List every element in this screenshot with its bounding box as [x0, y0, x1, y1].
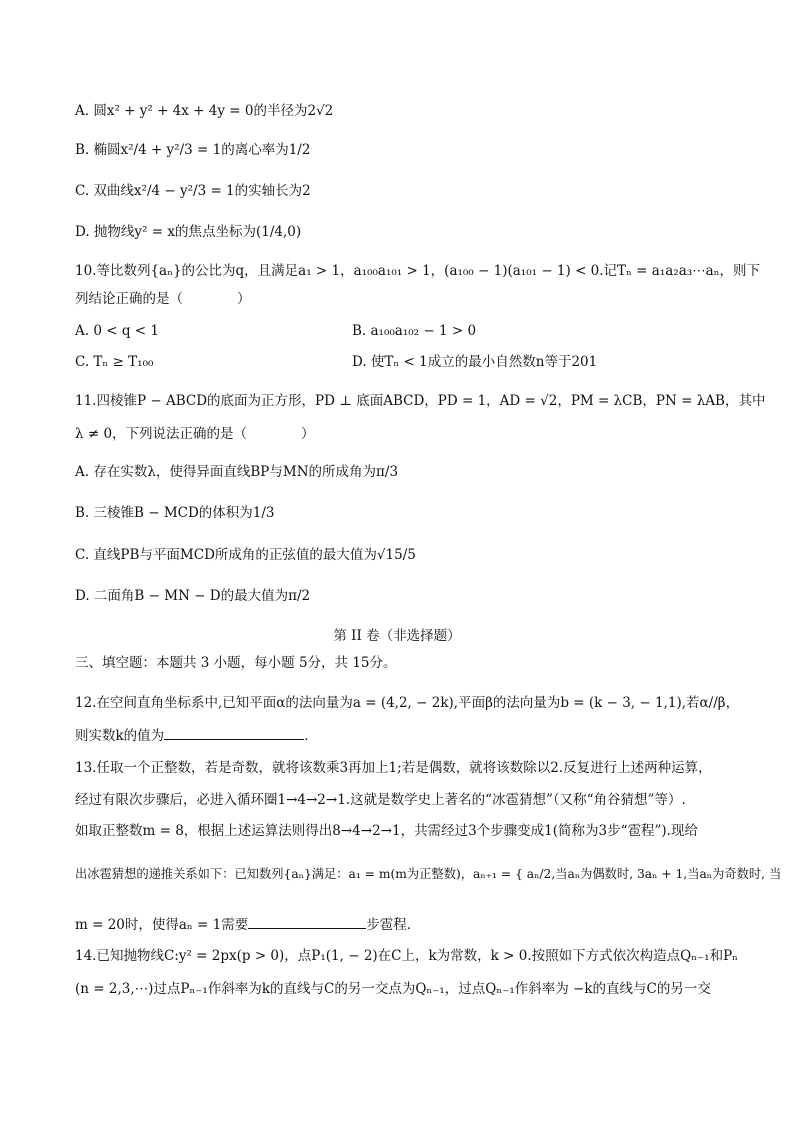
q13-prompt: m = 20时，使得aₙ = 1需要 — [75, 917, 249, 933]
q10-option-b: B. a₁₀₀a₁₀₂ − 1 > 0 — [352, 323, 477, 339]
q13-suffix: 步雹程． — [366, 917, 421, 933]
q13-line-1: 13.任取一个正整数，若是奇数，就将该数乘3再加上1;若是偶数，就将该数除以2.反复进行上述两种运算， — [75, 760, 712, 776]
section-title: 第 II 卷（非选择题） — [333, 628, 461, 644]
q13-answer-line — [75, 914, 420, 935]
q10-option-a: A. 0 < q < 1 — [75, 323, 159, 339]
q12-prompt: 则实数k的值为 — [75, 728, 165, 744]
q10-option-c: C. Tₙ ≥ T₁₀₀ — [75, 354, 154, 370]
q10-option-d: D. 使Tₙ < 1成立的最小自然数n等于201 — [352, 354, 598, 370]
q9-option-b: B. 椭圆x²/4 + y²/3 = 1的离心率为1/2 — [75, 142, 311, 158]
q13-line-4: 出冰雹猜想的递推关系如下：已知数列{aₙ}满足：a₁ = m(m为正整数)，aₙ₊₁ = { aₙ/2,当aₙ为偶数时, 3aₙ + 1,当aₙ为奇数时, 当 — [75, 867, 782, 881]
q9-option-c: C. 双曲线x²/4 − y²/3 = 1的实轴长为2 — [75, 183, 311, 199]
q11-stem-cont: λ ≠ 0，下列说法正确的是（ ） — [75, 426, 315, 442]
q12-period: ． — [304, 728, 318, 744]
q11-option-d: D. 二面角B − MN − D的最大值为π/2 — [75, 588, 311, 604]
q9-option-d: D. 抛物线y² = x的焦点坐标为(1/4,0) — [75, 224, 302, 240]
section-heading: 三、填空题：本题共 3 小题，每小题 5分，共 15分。 — [75, 655, 397, 671]
q11-option-c: C. 直线PB与平面MCD所成角的正弦值的最大值为√15/5 — [75, 547, 416, 563]
q12-answer-line — [75, 725, 318, 746]
q10-stem-cont: 列结论正确的是（ ） — [75, 291, 251, 307]
q14-line-2: (n = 2,3,⋯)过点Pₙ₋₁作斜率为k的直线与C的另一交点为Qₙ₋₁，过点Qₙ₋₁作斜率为 −k的直线与C的另一交 — [75, 981, 711, 997]
q9-option-a: A. 圆x² + y² + 4x + 4y = 0的半径为2√2 — [75, 103, 334, 119]
q13-line-2: 经过有限次步骤后，必进入循环圈1→4→2→1.这就是数学史上著名的“冰雹猜想”（又称“角谷猜想”等）. — [75, 792, 686, 808]
q11-option-a: A. 存在实数λ，使得异面直线BP与MN的所成角为π/3 — [75, 464, 399, 480]
q12-stem: 12.在空间直角坐标系中,已知平面α的法向量为a = (4,2, − 2k),平面β的法向量为b = (k − 3, − 1,1),若α//β， — [75, 695, 740, 711]
q10-stem: 10.等比数列{aₙ}的公比为q，且满足a₁ > 1，a₁₀₀a₁₀₁ > 1，(a₁₀₀ − 1)(a₁₀₁ − 1) < 0.记Tₙ = a₁a₂a₃⋯aₙ，则下 — [75, 263, 761, 279]
q13-answer-blank[interactable] — [248, 914, 366, 929]
q11-stem: 11.四棱锥P − ABCD的底面为正方形，PD ⊥ 底面ABCD，PD = 1，AD = √2，PM = λCB，PN = λAB，其中 — [75, 393, 766, 409]
q12-answer-blank[interactable] — [164, 725, 304, 740]
q14-line-1: 14.已知抛物线C:y² = 2px(p > 0)，点P₁(1, − 2)在C上，k为常数，k > 0.按照如下方式依次构造点Qₙ₋₁和Pₙ — [75, 948, 739, 964]
q13-line-3: 如取正整数m = 8，根据上述运算法则得出8→4→2→1，共需经过3个步骤变成1(简称为3步“雹程”).现给 — [75, 823, 698, 839]
q11-option-b: B. 三棱锥B − MCD的体积为1/3 — [75, 505, 275, 521]
